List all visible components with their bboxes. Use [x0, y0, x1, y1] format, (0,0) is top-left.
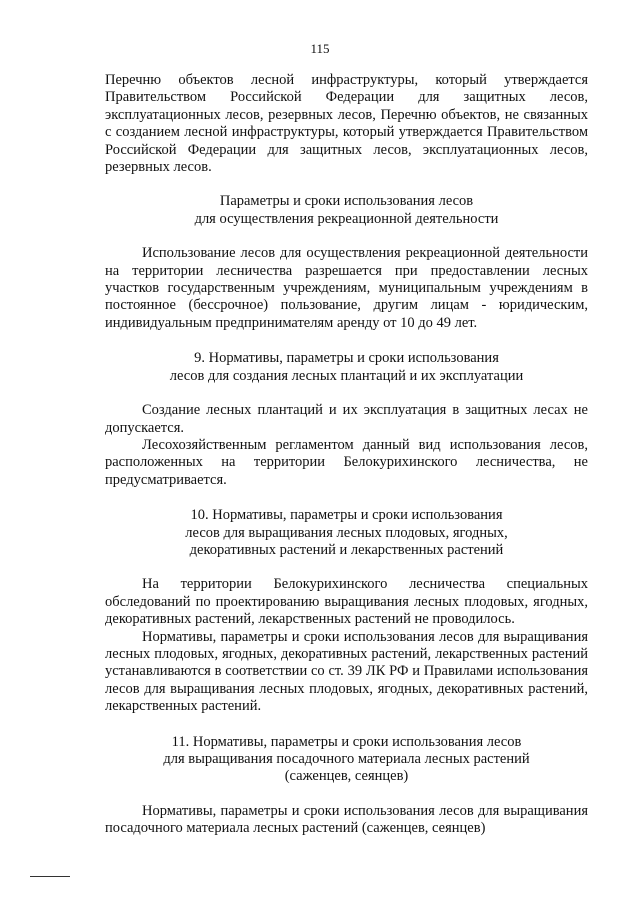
document-body	[105, 72, 588, 838]
heading-line: 9. Нормативы, параметры и сроки использования	[194, 350, 499, 367]
paragraph-plantations: Создание лесных плантаций и их эксплуатация в защитных лесах не допускается.	[105, 402, 588, 436]
heading-section-9	[105, 350, 588, 385]
heading-line: Параметры и сроки использования лесов	[219, 193, 474, 210]
heading-line: декоративных растений и лекарственных растений	[189, 541, 504, 558]
heading-recreation	[105, 193, 588, 228]
paragraph-forest-regulation: Лесохозяйственным регламентом данный вид использования лесов, расположенных на территории Белокурихинского лесничества, не предусматривается.	[105, 436, 588, 488]
heading-section-11	[105, 734, 588, 786]
paragraph-recreation-use: Использование лесов для осуществления рекреационной деятельности на территории лесничества разрешается при предоставлении лесных участков государственным учреждениям, муниципальным учреждениям в постоянное (бессрочное) пользование, другим лицам - юридическим, индивидуальным предпринимателям аренду от 10 до 49 лет.	[105, 245, 588, 331]
heading-line: 11. Нормативы, параметры и сроки использования лесов	[171, 733, 522, 750]
heading-line: (саженцев, сеянцев)	[284, 768, 409, 785]
heading-line: 10. Нормативы, параметры и сроки использования	[190, 507, 503, 524]
heading-line: лесов для выращивания лесных плодовых, ягодных,	[185, 524, 508, 541]
paragraph-surveys: На территории Белокурихинского лесничества специальных обследований по проектированию выращивания лесных плодовых, ягодных, декоративных растений, лекарственных растений не проводилось.	[105, 576, 588, 628]
paragraph-norms-cultivation: Нормативы, параметры и сроки использования лесов для выращивания лесных плодовых, ягодных, декоративных растений, лекарственных растений устанавливаются в соответствии со ст. 39 ЛК РФ и Правилами использования лесов для выращивания лесных плодовых, ягодных, декоративных растений, лекарственных растений.	[105, 628, 588, 715]
heading-line: лесов для создания лесных плантаций и их эксплуатации	[169, 367, 524, 384]
heading-line: для выращивания посадочного материала лесных растений	[163, 751, 530, 767]
heading-line: для осуществления рекреационной деятельности	[194, 210, 499, 227]
page-number: 115	[310, 41, 330, 56]
footer-rule	[30, 876, 70, 877]
paragraph-infrastructure-list: Перечню объектов лесной инфраструктуры, который утверждается Правительством Российской Федерации для защитных лесов, эксплуатационных лесов, резервных лесов, Перечню объектов, не связанных с созданием лесной инфраструктуры, который утверждается Правительством Российской Федерации для защитных лесов, эксплуатационных лесов, резервных лесов.	[105, 72, 588, 176]
paragraph-planting-material: Нормативы, параметры и сроки использования лесов для выращивания посадочного материала лесных растений (саженцев, сеянцев)	[105, 802, 588, 837]
heading-section-10	[105, 507, 588, 559]
